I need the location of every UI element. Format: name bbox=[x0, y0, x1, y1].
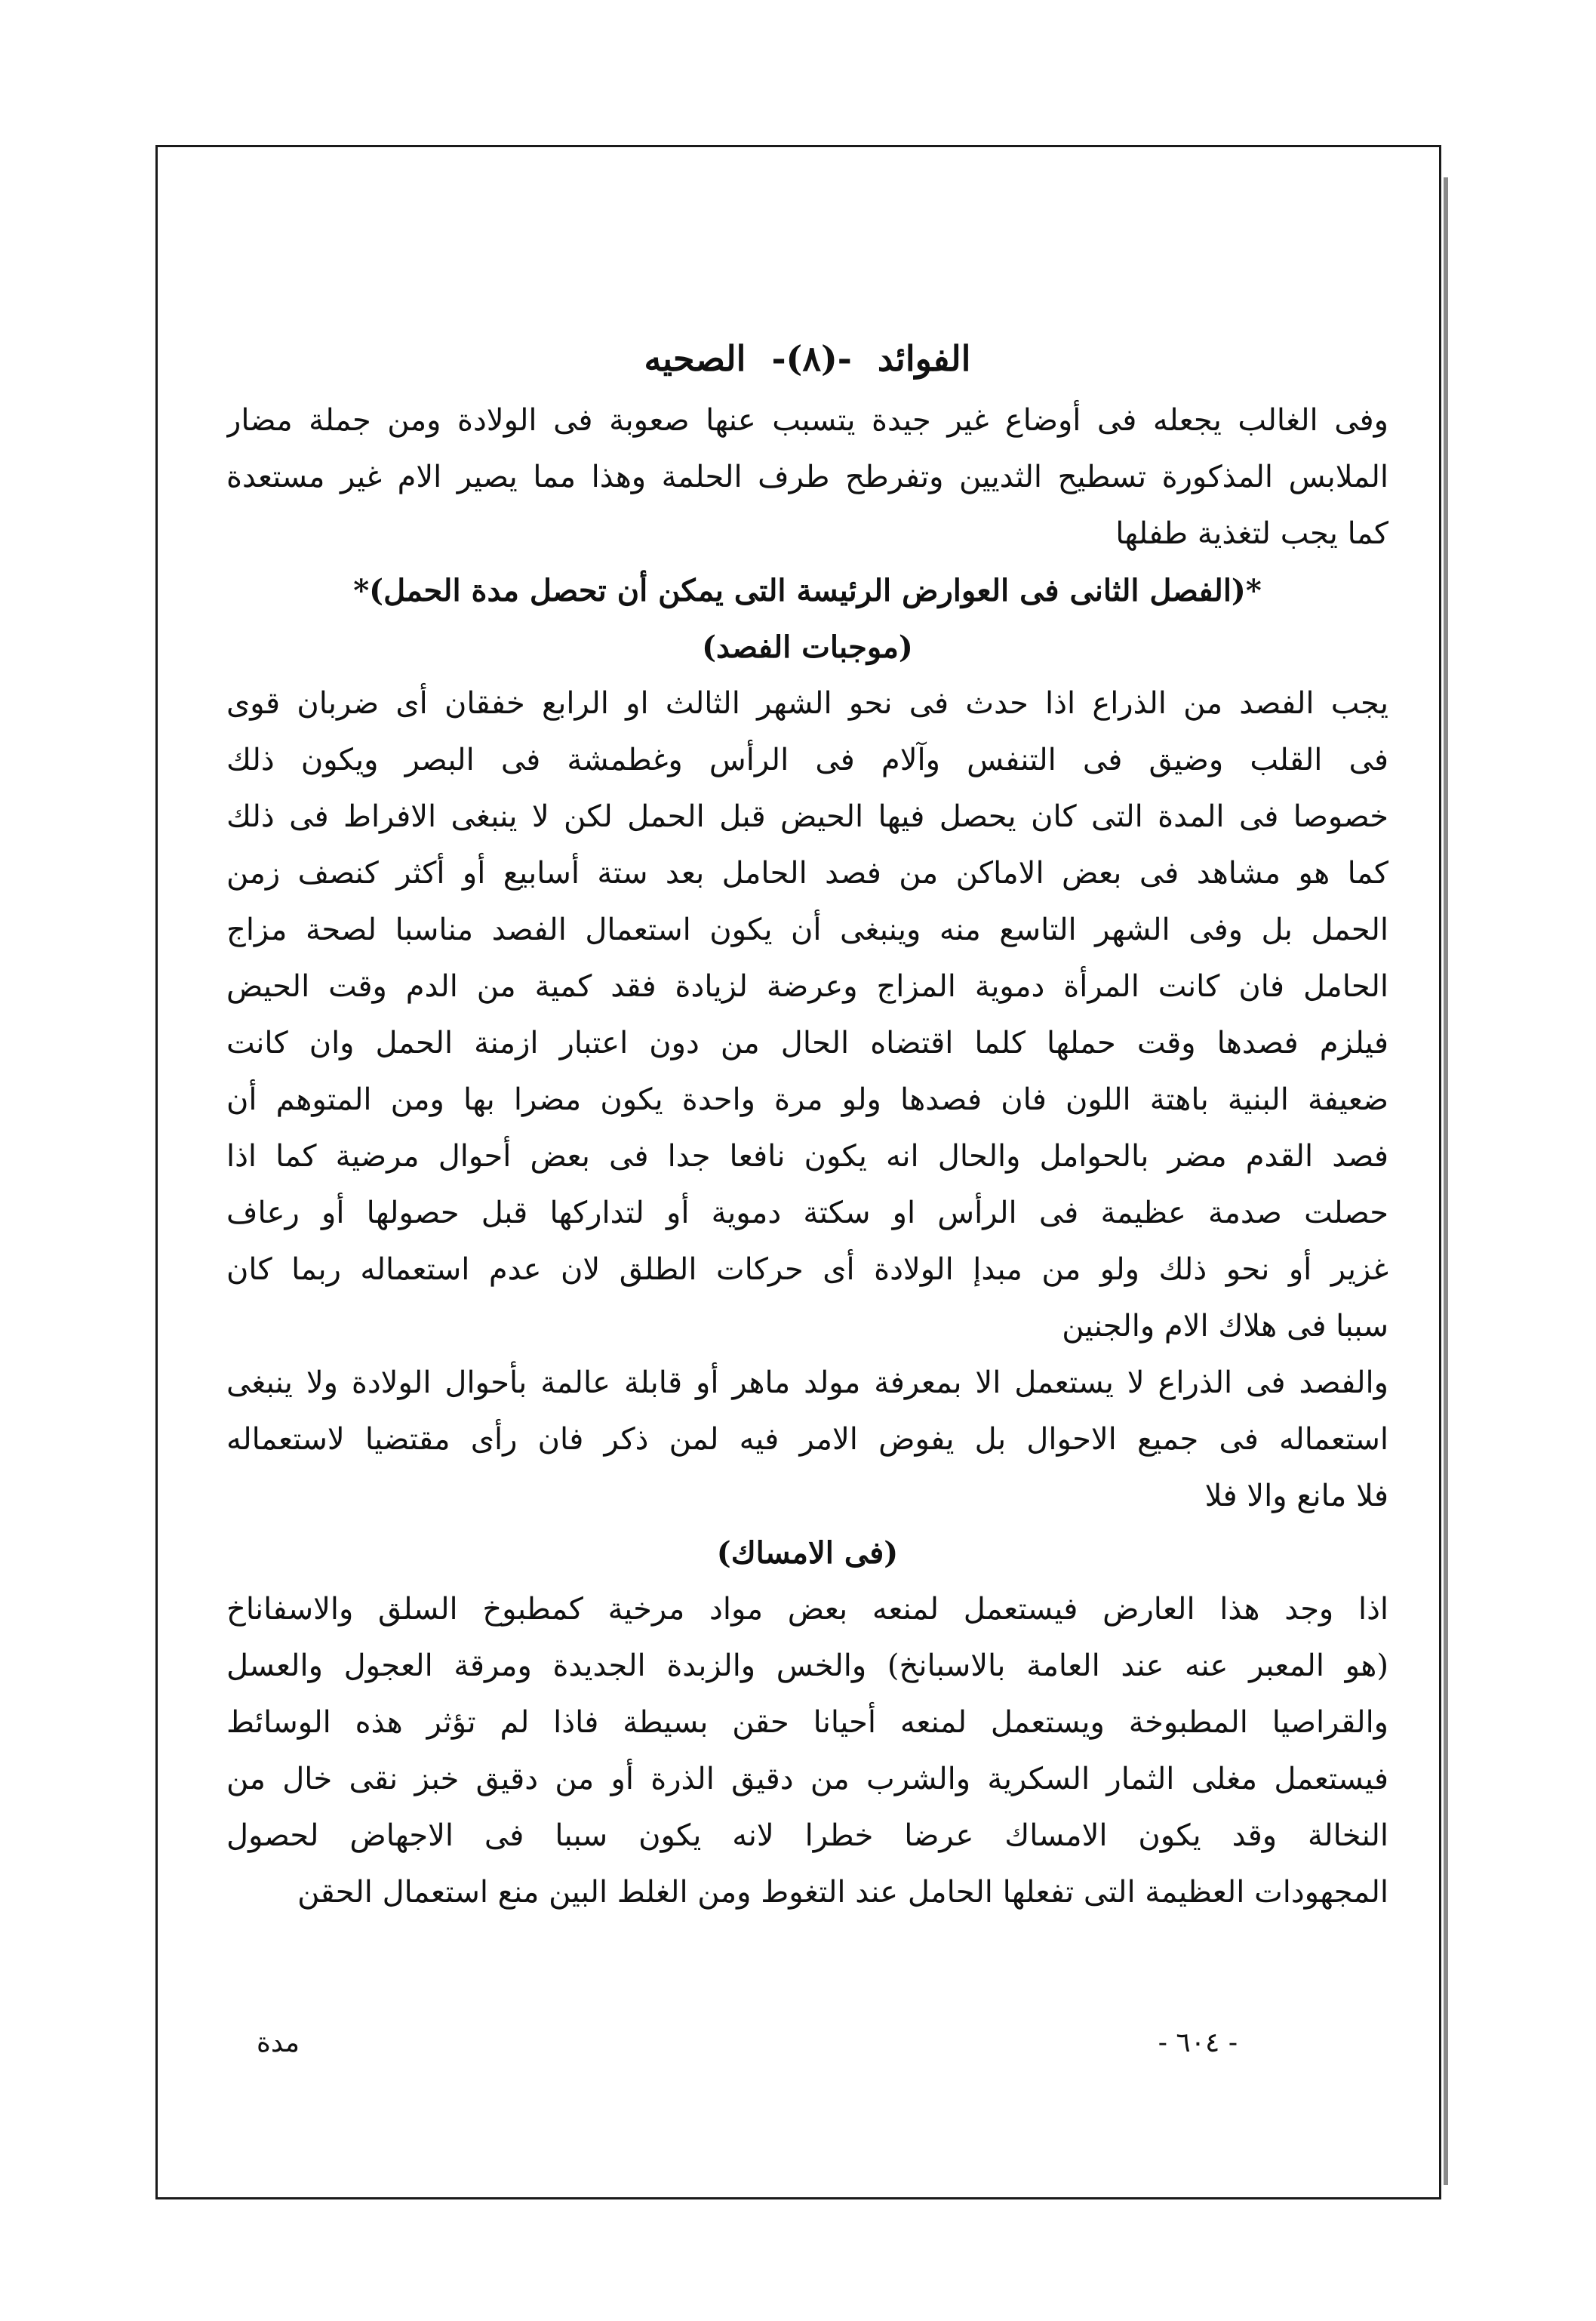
text-line: والفصد فى الذراع لا يستعمل الا بمعرفة مولد ماهر أو قابلة عالمة بأحوال الولادة ولا ينبغى bbox=[226, 1365, 1388, 1400]
text-line: فلا مانع والا فلا bbox=[1204, 1479, 1388, 1513]
text-line: ضعيفة البنية باهتة اللون فان فصدها ولو مرة واحدة يكون مضرا بها ومن المتوهم أن bbox=[226, 1082, 1388, 1117]
text-line: غزير أو نحو ذلك ولو من مبدإ الولادة أى حركات الطلق لان عدم استعماله ربما كان bbox=[226, 1252, 1388, 1287]
text-line: وفى الغالب يجعله فى أوضاع غير جيدة يتسبب عنها صعوبة فى الولادة ومن جملة مضار bbox=[226, 403, 1388, 438]
text-line: والقراصيا المطبوخة ويستعمل لمنعه أحيانا حقن بسيطة فاذا لم تؤثر هذه الوسائط bbox=[226, 1705, 1388, 1740]
text-line: (هو المعبر عنه عند العامة بالاسبانخ) والخس والزبدة الجديدة ومرقة العجول والعسل bbox=[226, 1648, 1388, 1683]
text-line: فيستعمل مغلى الثمار السكرية والشرب من دقيق الذرة أو من دقيق خبز نقى خال من bbox=[226, 1762, 1388, 1796]
catchword: مدة bbox=[257, 2027, 300, 2058]
text-line: يجب الفصد من الذراع اذا حدث فى نحو الشهر الثالث او الرابع خفقان أى ضربان قوى bbox=[226, 686, 1388, 721]
text-line: فصد القدم مضر بالحوامل والحال انه يكون نافعا جدا فى بعض أحوال مرضية كما اذا bbox=[226, 1139, 1388, 1174]
text-line: الحامل فان كانت المرأة دموية المزاج وعرضة لزيادة فقد كمية من الدم وقت الحيض bbox=[226, 969, 1388, 1004]
text-line: حصلت صدمة عظيمة فى الرأس او سكتة دموية أو لتداركها قبل حصولها أو رعاف bbox=[226, 1196, 1388, 1230]
text-line: (فى الامساك) bbox=[716, 1535, 899, 1571]
section-heading bbox=[226, 562, 1388, 619]
page-number: - ٦٠٤ - bbox=[1158, 2027, 1238, 2058]
text-line: كما هو مشاهد فى بعض الاماكن من فصد الحامل بعد ستة أسابيع أو أكثر كنصف زمن bbox=[226, 856, 1388, 891]
paragraph bbox=[226, 1355, 1388, 1525]
document-body bbox=[226, 325, 1388, 1921]
text-line: الحمل بل وفى الشهر التاسع منه وينبغى أن يكون استعمال الفصد مناسبا لصحة مزاج bbox=[226, 913, 1388, 947]
text-line: النخالة وقد يكون الامساك عرضا خطرا لانه يكون سببا فى الاجهاض لحصول bbox=[226, 1818, 1388, 1853]
paragraph bbox=[226, 392, 1388, 562]
page-header: الفوائد -(٨)- الصحيه bbox=[644, 338, 971, 379]
paragraph bbox=[226, 676, 1388, 1355]
text-line: اذا وجد هذا العارض فيستعمل لمنعه بعض مواد مرخية كمطبوخ السلق والاسفاناخ bbox=[226, 1592, 1388, 1627]
text-line: فيلزم فصدها وقت حملها كلما اقتضاه الحال من دون اعتبار ازمنة الحمل وان كانت bbox=[226, 1026, 1388, 1060]
page-footer bbox=[257, 2027, 1238, 2073]
text-line: الملابس المذكورة تسطيح الثديين وتفرطح طرف الحلمة وهذا مما يصير الام غير مستعدة bbox=[226, 460, 1388, 494]
paragraph bbox=[226, 1581, 1388, 1921]
text-line: استعماله فى جميع الاحوال بل يفوض الامر فيه لمن ذكر فان رأى مقتضيا لاستعماله bbox=[226, 1422, 1388, 1457]
text-line: *(الفصل الثانى فى العوارض الرئيسة التى يمكن أن تحصل مدة الحمل)* bbox=[353, 573, 1262, 608]
section-heading bbox=[226, 619, 1388, 676]
text-line: فى القلب وضيق فى التنفس وآلام فى الرأس وغطمشة فى البصر ويكون ذلك bbox=[226, 743, 1388, 777]
section-heading bbox=[226, 1525, 1388, 1581]
text-line: (موجبات الفصد) bbox=[702, 630, 913, 665]
text-content bbox=[226, 392, 1388, 1921]
text-line: سببا فى هلاك الام والجنين bbox=[1062, 1309, 1388, 1344]
text-line: خصوصا فى المدة التى كان يحصل فيها الحيض قبل الحمل لكن لا ينبغى الافراط فى ذلك bbox=[226, 799, 1388, 834]
text-line: كما يجب لتغذية طفلها bbox=[1115, 516, 1388, 551]
text-line: المجهودات العظيمة التى تفعلها الحامل عند التغوط ومن الغلط البين منع استعمال الحقن bbox=[297, 1875, 1388, 1910]
